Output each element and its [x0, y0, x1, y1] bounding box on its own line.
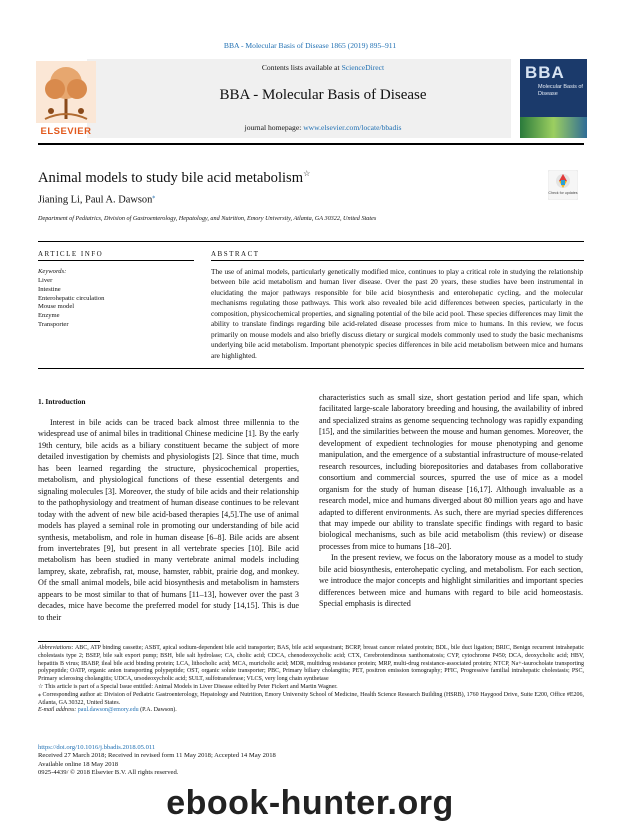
homepage-link[interactable]: www.elsevier.com/locate/bbadis: [303, 123, 402, 132]
correspondence-footnote: ⁎ Corresponding author at: Division of Pediatric Gastroenterology, Hepatology and Nutrition, Emory University School of Medicine, Health Science Research Building (HSRB), 1760 Haygood Drive, Suite E200, Office #E206, Atlanta, GA 30322, United States.: [38, 691, 584, 706]
article-info-rule: [38, 260, 194, 261]
article-title-text: Animal models to study bile acid metabolism: [38, 169, 304, 186]
journal-banner: [33, 59, 587, 138]
cover-subtitle: Molecular Basis of Disease: [538, 84, 583, 97]
title-footnote-mark[interactable]: ☆: [303, 169, 311, 178]
crossmark-icon[interactable]: [548, 170, 578, 200]
article-title: [38, 169, 310, 187]
crossmark-label: Check for updates: [548, 191, 578, 195]
email-footnote: [38, 707, 584, 715]
email-link[interactable]: paul.dawson@emory.edu: [77, 707, 139, 714]
abstract-bottom-rule: [38, 368, 584, 369]
journal-cover-image[interactable]: [520, 59, 587, 138]
sciencedirect-link[interactable]: ScienceDirect: [341, 63, 385, 72]
section-heading-introduction: 1. Introduction: [38, 397, 86, 406]
special-issue-footnote: ☆ This article is part of a Special Issue entitled: Animal Models in Liver Disease edited by Peter Fickert and Martin Wagner.: [38, 683, 338, 690]
article-info-heading: ARTICLE INFO: [38, 250, 104, 258]
journal-name: BBA - Molecular Basis of Disease: [219, 87, 427, 103]
homepage-line: [173, 123, 473, 132]
header-divider: [38, 143, 584, 145]
body-paragraph: In the present review, we focus on the laboratory mouse as a model to study bile acid biosynthesis, enterohepatic cycling, and metabolism. For each section, we introduce the major concepts and highlight similarities and important species differences between mice and humans with regard to bile acid homeostasis. Special emphasis is directed: [319, 553, 583, 609]
keyword-item: Enzyme: [38, 312, 60, 320]
email-suffix: (P.A. Dawson).: [138, 707, 177, 714]
info-divider: [38, 241, 584, 242]
corresponding-author-mark[interactable]: ⁎: [152, 194, 156, 200]
affiliation: Department of Pediatrics, Division of Gastroenterology, Hepatology, and Nutrition, Emory University, Atlanta, GA 30322, United States: [38, 215, 377, 222]
contents-line: [173, 63, 473, 72]
body-paragraph: Interest in bile acids can be traced back almost three millennia to the widespread use of animal biles in traditional Chinese medicine [1]. By the early 19th century, bile acids as a biliary constituent became the subject of more detailed investigation by chemists and physiologists [2]. Since that time, much has been learned regarding the structure, physicochemical properties, metabolism, and physiological functions of these essential detergents and signaling molecules [3]. Moreover, the study of bile acids and their relationship to the pathophysiology and treatment of human disease continues to be relevant today with the advent of new bile acid-based therapies [4,5].The use of animal models has played a seminal role in promoting our understanding of bile acid synthesis, metabolism, and role in human disease [6–8]. Bile acids are absent from invertebrates [9], but present in all vertebrate species [10]. Bile acid metabolism has been studied in many vertebrate animal models including lamprey, skate, zebrafish, rat, mouse, hamster, rabbit, prairie dog, and monkey. Of the small animal models, bile acid biosynthesis and metabolism in hamsters appears to be most similar to that of humans [11–13], however over the past 3 decades, mice have become the preferred model for study [14,15]. This is due to their: [38, 418, 299, 622]
available-online: Available online 18 May 2018: [38, 760, 119, 768]
keywords-list: [38, 277, 104, 330]
email-label: E-mail address:: [38, 707, 78, 714]
keyword-item: Liver: [38, 277, 53, 284]
keyword-item: Mouse model: [38, 303, 75, 311]
abbreviations-footnote: [38, 645, 584, 684]
body-paragraph: characteristics such as small size, short gestation period and life span, which facilitated large-scale laboratory breeding and housing, the availability of inbred and specialized strains as genome sequencing technology was rapidly expanding [15], and the similarities between the mouse and human genomes. Moreover, the development of expedient technologies for mouse phenotyping and genome manipulation, and the emergence of a substantial infrastructure of mouse-related research resources, including biorepositories and databases from collaborative consortium and commercial sources, spurred the use of mice as a model organism for the study of human disease [16,17]. Although invaluable as a research model, mice and humans diverged about 80 million years ago and have adapted to different environments. As such, there are myriad species differences that may impede our ability to translate specific findings with regard to basic biological mechanisms, such as bile acid metabolism (this review) or disease processes from mice to humans [18–20].: [319, 393, 583, 551]
cover-title: BBA: [525, 63, 565, 82]
homepage-prefix: journal homepage:: [244, 123, 304, 132]
publisher-logo-text: ELSEVIER: [40, 126, 92, 137]
article-meta: [38, 744, 276, 778]
journal-reference[interactable]: BBA - Molecular Basis of Disease 1865 (2019) 895–911: [223, 41, 397, 50]
keyword-item: Intestine: [38, 285, 61, 293]
authors: [38, 193, 155, 205]
body-column-left: [38, 417, 299, 623]
doi-link[interactable]: https://doi.org/10.1016/j.bbadis.2018.05.011: [38, 744, 156, 751]
footnote-divider: [38, 641, 100, 642]
author-names[interactable]: Jianing Li, Paul A. Dawson: [38, 194, 153, 206]
cover-graphic: [520, 117, 587, 138]
abbreviations-text: ABC, ATP binding cassette; ASBT, apical sodium-dependent bile acid transporter; BAS, bile acid sequestrant; BCRP, breast cancer related protein; BDL, bile duct ligation; BRIC, Benign recurrent intrahepatic cholestasis type 2; BSEP, bile salt export pump; BSH, bile salt hydrolase; CA, cholic acid; CDCA, chenodeoxycholic acid; CTX, Cerebrotendinous xanthomatosis; CYP, cytochrome P450; DCA, deoxycholic acid; HBV, hepatitis B virus; IBABP, ileal bile acid binding protein; LCA, lithocholic acid; MCA, muricholic acid; MDR, multidrug resistance protein; MRP, multi-drug resistance-associated protein; NTCP, Na+-taurocholate transporting polypeptide; OATP, organic anion transporting polypeptide; OST, organic solute transporter; PBC, Primary biliary cholangitis; PET, positron emission tomography; PFIC, Progressive familial intrahepatic cholestasis; PSC, Primary sclerosing cholangitis; UDCA, ursodeoxycholic acid; SULT, sulfotransferase; VLCS, very long chain synthetase: [38, 645, 584, 683]
footnotes: [38, 645, 584, 715]
abstract-rule: [211, 260, 584, 261]
keyword-item: Enterohepatic circulation: [38, 294, 105, 302]
abstract-heading: ABSTRACT: [211, 250, 260, 258]
body-column-right: [319, 392, 583, 610]
keyword-item: Transporter: [38, 320, 69, 328]
contents-prefix: Contents lists available at: [261, 63, 342, 72]
copyright: 0925-4439/ © 2018 Elsevier B.V. All rights reserved.: [38, 769, 179, 777]
abstract-text: The use of animal models, particularly genetically modified mice, continues to play a critical role in studying the relationship between bile acid metabolism and human liver disease. Over the past 20 years, these studies have been instrumental in elucidating the major pathways responsible for bile acid biosynthesis and enterohepatic cycling, and the molecular mechanisms regulating those pathways. This work also revealed bile acid differences between species, particularly in the composition, physicochemical properties, and signaling potential of the bile acid pool. These species differences may limit the ability to translate findings regarding bile acid-related disease processes from mice to humans. In this review, we focus primarily on mouse models and also briefly discuss dietary or surgical models commonly used to study the basic mechanisms underlying bile acid metabolism. Important phenotypic species differences in bile acid metabolism between mice and humans are highlighted.: [211, 267, 583, 360]
abbreviations-label: Abbreviations:: [38, 645, 74, 651]
received-dates: Received 27 March 2018; Received in revised form 11 May 2018; Accepted 14 May 2018: [38, 752, 276, 760]
keywords-label: Keywords:: [38, 268, 67, 275]
watermark: ebook-hunter.org: [166, 784, 454, 822]
